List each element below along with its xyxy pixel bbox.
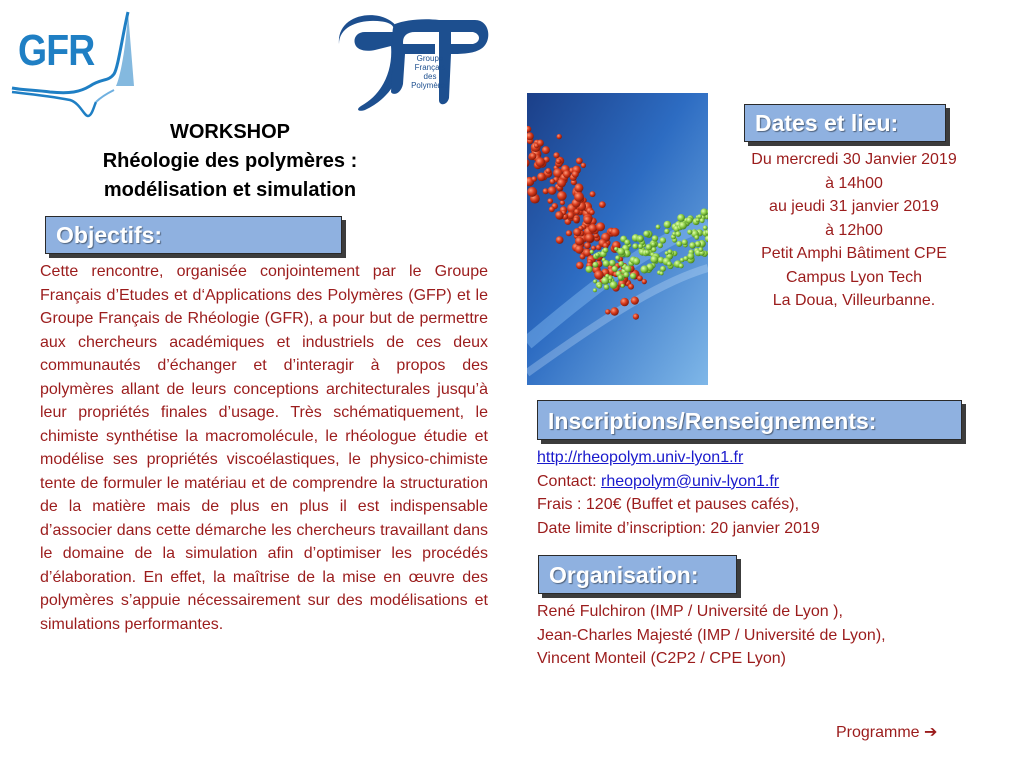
gfp-subtitle-line: Français xyxy=(414,63,446,72)
inscriptions-heading: Inscriptions/Renseignements: xyxy=(537,400,962,440)
gfp-logo xyxy=(335,14,495,114)
dates-location-block xyxy=(716,148,992,313)
title-line-subtitle: modélisation et simulation xyxy=(103,179,357,201)
gfp-subtitle-line: Polymères xyxy=(411,81,449,90)
molecule-illustration xyxy=(527,93,708,385)
dates-line: à 14h00 xyxy=(825,174,883,192)
workshop-title xyxy=(40,118,420,205)
dates-line: Du mercredi 30 Janvier 2019 xyxy=(751,151,957,168)
contact-line xyxy=(537,470,977,494)
dates-heading: Dates et lieu: xyxy=(744,104,946,142)
dates-line: à 12h00 xyxy=(825,221,883,239)
polymer-molecule-image xyxy=(527,93,708,385)
gfp-subtitle-line: Groupe xyxy=(416,54,444,63)
organiser-entry: René Fulchiron (IMP / Université de Lyon ), xyxy=(537,603,843,620)
inscriptions-info xyxy=(537,446,977,540)
organisation-list xyxy=(537,600,997,671)
organiser-entry: Vincent Monteil (C2P2 / CPE Lyon) xyxy=(537,650,787,667)
gfp-logo-subtitle xyxy=(400,54,460,90)
gfr-logo xyxy=(10,8,135,118)
objectifs-heading: Objectifs: xyxy=(45,216,342,254)
objectifs-paragraph: Cette rencontre, organisée conjointement par le Groupe Français d’Etudes et d‘Applications des Polymères (GFP) et le Groupe Français de Rhéologie (GFR), a pour but de permettre aux chercheurs académiques et industriels de ces deux communautés d’échanger et d’interagir à propos des polymères allant de leurs conceptions architecturales jusqu’à leur propriétés finales d’usage. Très schématiquement, le chimiste synthétise la macromolécule, le rhéologue étudie et modélise ses propriétés viscoélastiques, le physico-chimiste tente de formuler le matériau et de comprendre la structuration de la matière mais de plus en plus il est indispensable d’associer dans cette démarche les chercheurs travaillant dans le domaine de la simulation afin d’optimiser les procédés d’élaboration. En effet, la maîtrise de la mise en œuvre des polymères s’appuie nécessairement sur des modélisations et simulations performantes. xyxy=(40,263,488,633)
title-line-subject: Rhéologie des polymères : xyxy=(102,150,358,172)
website-link[interactable]: http://rheopolym.univ-lyon1.fr xyxy=(537,449,744,466)
organisation-heading: Organisation: xyxy=(538,555,737,594)
title-line-workshop: WORKSHOP xyxy=(170,121,290,143)
contact-email-link[interactable]: rheopolym@univ-lyon1.fr xyxy=(601,472,780,490)
fees-line: Frais : 120€ (Buffet et pauses cafés), xyxy=(537,496,800,513)
dates-line: au jeudi 31 janvier 2019 xyxy=(769,198,939,215)
dates-line: La Doua, Villeurbanne. xyxy=(772,292,936,309)
gfr-logo-text: GFR xyxy=(18,26,95,75)
deadline-line: Date limite d’inscription: 20 janvier 2019 xyxy=(537,519,820,537)
dates-line: Petit Amphi Bâtiment CPE xyxy=(761,245,947,262)
organiser-entry: Jean-Charles Majesté (IMP / Université de Lyon), xyxy=(537,626,886,644)
gfp-subtitle-line: des xyxy=(423,72,437,81)
dates-line: Campus Lyon Tech xyxy=(785,268,923,286)
programme-link[interactable]: Programme ➔ xyxy=(836,724,938,741)
contact-label: Contact: xyxy=(537,472,602,490)
